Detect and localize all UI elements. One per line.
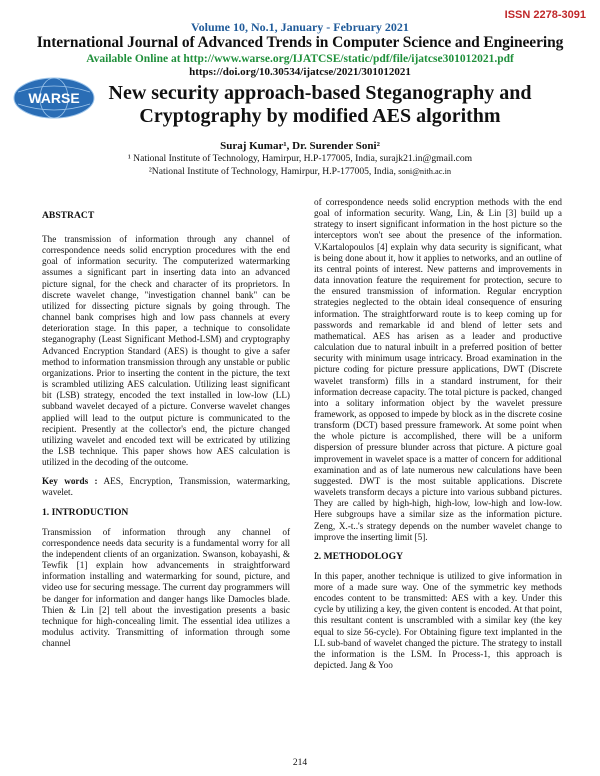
keywords	[42, 476, 290, 498]
issn-label: ISSN 2278-3091	[504, 9, 586, 21]
keywords-text: AES, Encryption, Transmission, watermarking, wavelet.	[42, 476, 290, 498]
introduction-heading: 1. INTRODUCTION	[42, 506, 129, 518]
paper-title: New security approach-based Steganography and Cryptography by modified AES algorithm	[108, 82, 532, 127]
affiliation-2	[0, 166, 600, 178]
affiliation-2-text: ²National Institute of Technology, Hamirpur, H.P-177005, India,	[148, 166, 396, 177]
doi-link[interactable]: https://doi.org/10.30534/ijatcse/2021/301012021	[189, 66, 411, 78]
available-online-link[interactable]: Available Online at http://www.warse.org/IJATCSE/static/pdf/file/ijatcse301012021.pdf	[86, 53, 514, 65]
journal-header	[0, 20, 600, 79]
journal-title: International Journal of Advanced Trends in Computer Science and Engineering	[36, 34, 564, 51]
methodology-text: In this paper, another technique is utilized to give information in more of a made sure way. One of the symmetric key methods encodes content to be transmitted: AES with a key. Under this cycle by utilizing a key, the given content is encoded. At that point, this resultant content is unscrambled with a similar key (the key equal to size 56-cycle). For Obtaining figure text implanted in the LL sub-band of wavelet changed the picture. The strategy to install the information is the LSM. In Process-1, this approach is depicted. Jang & Yoo	[314, 570, 562, 671]
left-column	[42, 197, 290, 657]
warse-logo	[10, 76, 98, 120]
volume-line: Volume 10, No.1, January - February 2021	[191, 20, 409, 34]
abstract-text: The transmission of information through any channel of correspondence needs solid encryption procedures with the end goal of information security. The computerized watermarking assumes a significant part in inserting data into an advanced picture signal, for the check and character of its proprietors. In discrete wavelet change, "investigation channel bank" can be utilized for dissecting picture signals by going through. The channel bank comprises high and low pass channels at every deterioration stage. In this paper, a technique to consolidate steganography (Least Significant Method-LSM) and cryptography Advanced Encryption Standard (AES) is thought to give a safer method to information transmission through any unstable or public organizations. Prior to inserting the content in the picture, the text is scrambled utilizing AES calculation. Utilizing least significant bit (LSB) strategy, encoded the text installed in low-low (LL) subband wavelet decayed of a picture. Converse wavelet changes applied will lead to the output picture is communicated to the recipient. Presently at the collector's end, the picture changed utilizing wavelet and encoded text will be extricated by utilizing the LSB technique. This paper shows how AES calculation is utilized in the decoding of the outcome.	[42, 234, 290, 468]
affiliation-1: ¹ National Institute of Technology, Hamirpur, H.P-177005, India, surajk21.in@gmail.com	[127, 153, 473, 164]
page-number: 214	[292, 758, 308, 768]
abstract-heading: ABSTRACT	[42, 210, 95, 221]
affiliation-2-email[interactable]: soni@nith.ac.in	[398, 167, 452, 176]
authors: Suraj Kumar¹, Dr. Surender Soni²	[220, 140, 380, 152]
keywords-label: Key words :	[42, 476, 98, 487]
introduction-text-left: Transmission of information through any channel of correspondence needs data security is a fundamental worry for all the independent clients of an organization. Swanson, kobayashi, & Tewfik [1] explain how advancements in straightforward information installing and watermarking for sound, picture, and video use for securing message. The current day programmers will be danger for information and danger hangs like Damocles blade. Thien & Lin [2] tell about the investigation presents a basic technique for high-concealing limit. The essential idea utilizes a modulus activity. Transmitting of information through some channel	[42, 526, 290, 649]
right-column	[314, 197, 562, 679]
introduction-text-right: of correspondence needs solid encryption methods with the end goal of information security. Wang, Lin, & Lin [3] build up a strategy to insert significant information in the host picture so the interceptors won't see about the presence of the information. V.Kartalopoulos [4] explain why data security is significant, what is being done about it, how it applies to networks, and an outline of its central points of interest. New patterns and improvements in data innovation feature the requirement for protection, secure to the ensured transmission of information. Regular encryption strategies neglected to the obtain ideal consequence of ensuring information. The straightforward route is to keep coming up for passwords and remarkable id and blend of letter sets and mathematical. AES has arisen as a leader and productive calculation due to natural inbuilt in a preferred position of better security with minimum usage intricacy. Broad examination in the picture coding for picture pressure applications, DWT (Discrete wavelet transform) fills in a standard instrument, for their information decrease capacity. The total picture is packed, changed into a solitary information object by the wavelet pressure framework, as opposed to impede by block as in the discrete cosine transform (DCT) based pressure framework. At some point when the whole picture is accomplished, there will be a uniform dispersion of pressure blunder across that picture. A picture goal improvement in wavelet space is a matter of concern for additional examination and as of late numerous new calculations have been suggested. DWT is the most suitable applications. Discrete wavelets transform decays a picture into various subband pictures. They are called by high-high, high-low, low-high and low-low. Here subgroups have a similar size as the information picture. Zeng, X.-t..'s strategy depends on the number wavelet change to improve the inserting limit [5].	[314, 197, 562, 542]
methodology-heading: 2. METHODOLOGY	[314, 550, 404, 562]
logo-text: WARSE	[28, 90, 80, 106]
